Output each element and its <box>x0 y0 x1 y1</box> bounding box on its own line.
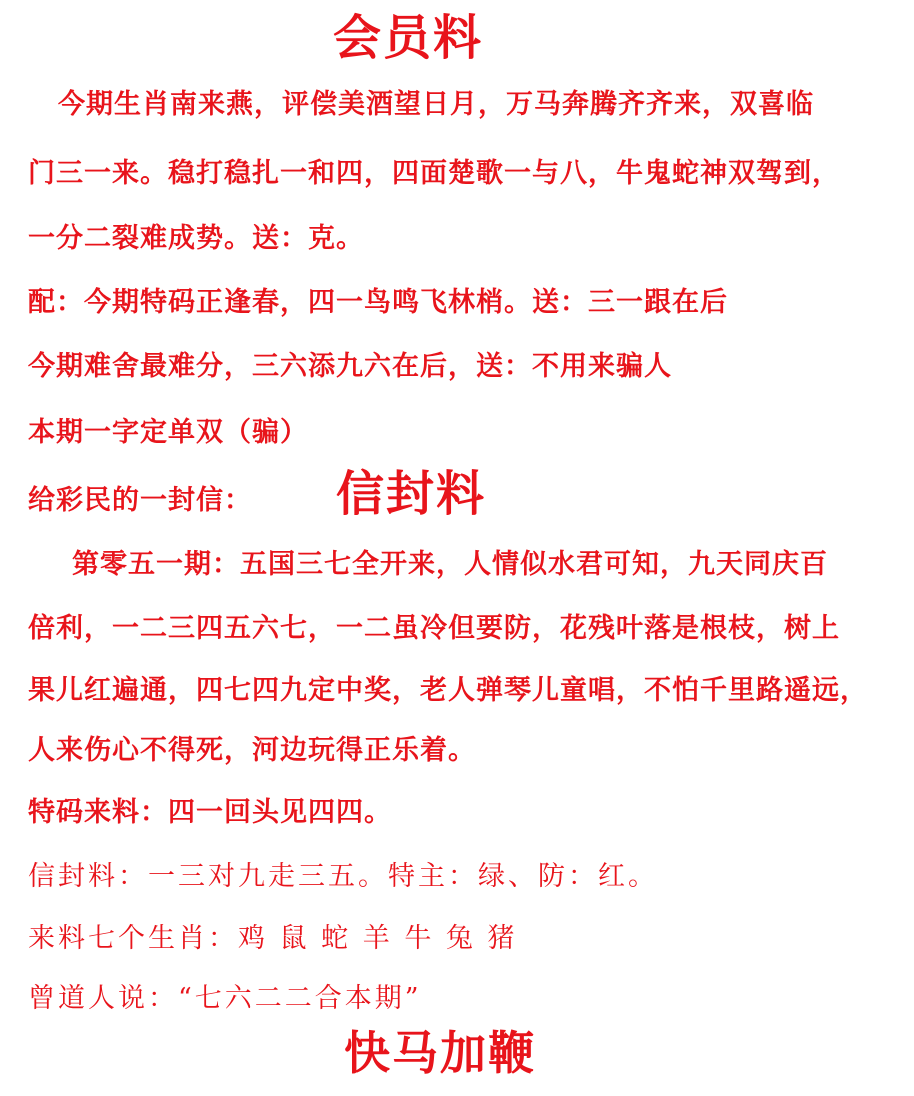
member-line-6: 本期一字定单双（骗） <box>28 417 308 448</box>
member-line-1: 今期生肖南来燕，评偿美酒望日月，万马奔腾齐齐来，双喜临 <box>58 89 814 120</box>
letter-line-8: 曾道人说：“七六二二合本期” <box>28 983 422 1014</box>
letter-line-1: 第零五一期：五国三七全开来，人情似水君可知，九天同庆百 <box>72 549 828 580</box>
letter-line-3: 果儿红遍通，四七四九定中奖，老人弹琴儿童唱，不怕千里路遥远， <box>28 675 868 706</box>
heading-fast-horse: 快马加鞭 <box>344 1026 536 1080</box>
heading-member: 会员料 <box>333 10 484 66</box>
letter-line-5: 特码来料：四一回头见四四。 <box>28 797 392 828</box>
letter-line-7: 来料七个生肖：鸡 鼠 蛇 羊 牛 兔 猪 <box>28 923 518 954</box>
member-line-4: 配：今期特码正逢春，四一鸟鸣飞林梢。送：三一跟在后 <box>28 287 728 318</box>
letter-line-6: 信封料：一三对九走三五。特主：绿、防：红。 <box>28 861 658 892</box>
member-line-5: 今期难舍最难分，三六添九六在后，送：不用来骗人 <box>28 351 672 382</box>
letter-line-2: 倍利，一二三四五六七，一二虽冷但要防，花残叶落是根枝，树上 <box>28 613 840 644</box>
member-line-3: 一分二裂难成势。送：克。 <box>28 223 364 254</box>
member-line-7: 给彩民的一封信： <box>28 485 252 516</box>
letter-line-4: 人来伤心不得死，河边玩得正乐着。 <box>28 735 476 766</box>
member-line-2: 门三一来。稳打稳扎一和四，四面楚歌一与八，牛鬼蛇神双驾到， <box>28 158 840 189</box>
heading-letter: 信封料 <box>336 466 487 522</box>
